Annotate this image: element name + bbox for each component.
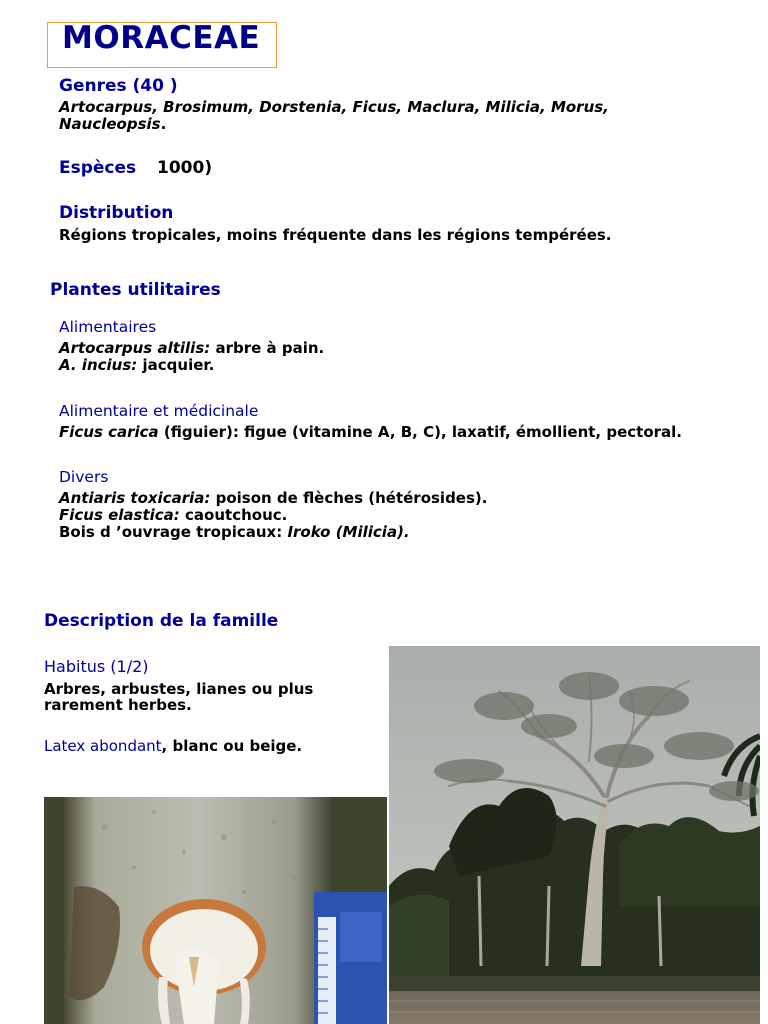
alimentaires-species-1: Artocarpus altilis: — [59, 339, 211, 357]
latex-text — [44, 738, 302, 755]
divers-heading: Divers — [59, 468, 109, 486]
habitus-line-1: Arbres, arbustes, lianes ou plus — [44, 680, 314, 698]
genres-list: Artocarpus, Brosimum, Dorstenia, Ficus, Maclura, Milicia, Morus, Naucleopsis. — [59, 98, 609, 133]
tree-photo — [389, 646, 760, 1024]
page-title: MORACEAE — [62, 20, 261, 56]
latex-heading: Latex abondant — [44, 737, 162, 755]
distribution-heading: Distribution — [59, 203, 174, 223]
divers-species-2: Ficus elastica: — [59, 506, 180, 524]
alimentaires-use-2: jacquier. — [137, 356, 215, 374]
especes-value: 1000) — [157, 158, 213, 178]
divers-list — [59, 490, 487, 541]
alimentaires-heading: Alimentaires — [59, 318, 157, 336]
genres-line-2: Naucleopsis — [59, 115, 161, 133]
genres-heading: Genres (40 ) — [59, 76, 178, 96]
especes-heading: Espèces — [59, 158, 137, 178]
description-heading: Description de la famille — [44, 611, 279, 631]
latex-photo-illustration — [44, 797, 387, 1024]
habitus-text — [44, 681, 313, 713]
alimentaires-use-1: arbre à pain. — [210, 339, 325, 357]
medicinale-text — [59, 424, 682, 441]
latex-photo — [44, 797, 387, 1024]
latex-rest: , blanc ou beige. — [161, 737, 303, 755]
alimentaires-species-2: A. incius: — [59, 356, 138, 374]
divers-species-1: Antiaris toxicaria: — [59, 489, 211, 507]
tree-photo-illustration — [389, 646, 760, 1024]
divers-text-3: Bois d ’ouvrage tropicaux: — [59, 523, 288, 541]
genres-line-1: Artocarpus, Brosimum, Dorstenia, Ficus, Maclura, Milicia, Morus, — [59, 98, 609, 116]
medicinale-species: Ficus carica — [59, 423, 159, 441]
medicinale-use: (figuier): figue (vitamine A, B, C), laxatif, émollient, pectoral. — [158, 423, 682, 441]
medicinale-heading: Alimentaire et médicinale — [59, 402, 259, 420]
alimentaires-list — [59, 340, 324, 374]
habitus-heading: Habitus (1/2) — [44, 657, 149, 676]
plantes-heading: Plantes utilitaires — [50, 280, 221, 300]
divers-use-1: poison de flèches (hétérosides). — [210, 489, 488, 507]
habitus-line-2: rarement herbes. — [44, 696, 192, 714]
distribution-text: Régions tropicales, moins fréquente dans les régions tempérées. — [59, 226, 612, 244]
divers-use-2: caoutchouc. — [179, 506, 288, 524]
divers-species-3: Iroko (Milicia). — [287, 523, 410, 541]
